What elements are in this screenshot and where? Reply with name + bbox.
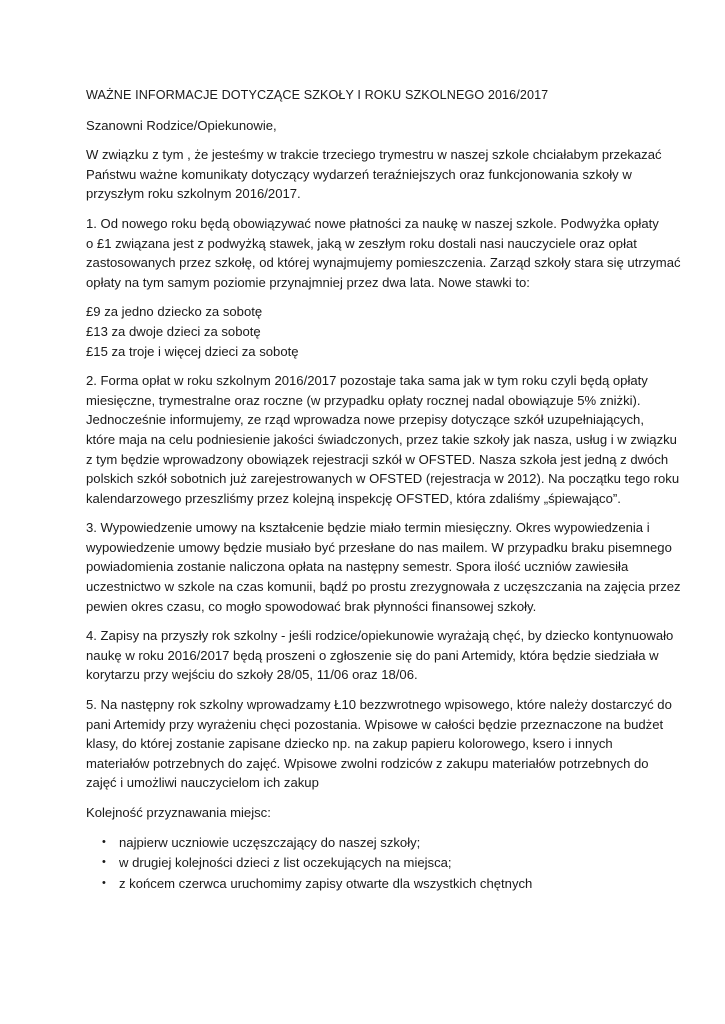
intro-paragraph (86, 145, 662, 204)
list-item-text: najpierw uczniowie uczęszczający do naszej szkoły; (119, 834, 421, 850)
fee-list (86, 302, 646, 361)
point-5-paragraph (86, 695, 672, 793)
text-line: Państwu ważne komunikaty dotyczący wydarzeń teraźniejszych oraz funkcjonowania szkoły w (86, 166, 632, 182)
text-line: W związku z tym , że jesteśmy w trakcie trzeciego trymestru w naszej szkole chciałabym przekazać (86, 147, 662, 163)
text-line: zajęć i umożliwi nauczycielom ich zakup (86, 775, 319, 791)
list-item-text: w drugiej kolejności dzieci z list oczekujących na miejsca; (119, 855, 452, 871)
list-item (86, 874, 646, 894)
text-line: polskich szkół sobotnich już zarejestrowanych w OFSTED (rejestracja w 2012). Na początku tego roku (86, 471, 680, 487)
text-line: 3. Wypowiedzenie umowy na kształcenie będzie miało termin miesięczny. Okres wypowiedzenia i (86, 520, 650, 536)
text-line: kalendarzowego przeszliśmy przez kolejną inspekcję OFSTED, która zdaliśmy „śpiewająco”. (86, 490, 621, 506)
text-line: które maja na celu podniesienie jakości świadczonych, przez takie szkoły jak nasza, usług i w związku (86, 431, 677, 447)
text-line: wypowiedzenie umowy będzie musiało być przesłane do nas mailem. W przypadku braku pisemnego (86, 539, 672, 555)
point-4-paragraph (86, 626, 674, 685)
text-line: miesięczne, trymestralne oraz roczne (w przypadku opłaty rocznej nadal obowiązuje 5% zniżki). (86, 392, 641, 408)
bullet-icon: • (102, 856, 106, 869)
order-heading: Kolejność przyznawania miejsc: (86, 805, 271, 820)
text-line: korytarzu przy wejściu do szkoły 28/05, 11/06 oraz 18/06. (86, 667, 418, 683)
text-line: pani Artemidy przy wyrażeniu chęci pozostania. Wpisowe w całości będzie przeznaczone na budżet (86, 716, 664, 732)
list-item (86, 853, 646, 873)
text-line: o £1 związana jest z podwyżką stawek, jaką w zeszłym roku dostali nasi nauczyciele oraz opłat (86, 235, 637, 251)
text-line: uczestnictwo w szkole na czas komunii, bądź po prostu zrezygnowała z uczęszczania na zajęcia przez (86, 579, 681, 595)
text-line: powiadomienia zostanie naliczona opłata na następny semestr. Spora ilość uczniów zawiesiła (86, 559, 629, 575)
list-item (86, 833, 646, 853)
point-1-paragraph (86, 214, 681, 292)
text-line: 2. Forma opłat w roku szkolnym 2016/2017 pozostaje taka sama jak w tym roku czyli będą opłaty (86, 373, 648, 389)
text-line: klasy, do której zostanie zapisane dziecko np. na zakup papieru kolorowego, ksero i innych (86, 736, 613, 752)
text-line: 5. Na następny rok szkolny wprowadzamy Ł10 bezzwrotnego wpisowego, które należy dostarczyć do (86, 697, 672, 713)
fee-item: £15 za troje i więcej dzieci za sobotę (86, 343, 299, 359)
document-page (86, 86, 681, 894)
bullet-icon: • (102, 876, 106, 889)
text-line: przyszłym roku szkolnym 2016/2017. (86, 186, 301, 202)
text-line: pewien okres czasu, co mogło spowodować brak płynności finansowej szkoły. (86, 598, 537, 614)
text-line: 1. Od nowego roku będą obowiązywać nowe płatności za naukę w naszej szkole. Podwyżka opłaty (86, 215, 659, 231)
text-line: zastosowanych przez szkołę, od której wynajmujemy pomieszczenia. Zarząd szkoły stara się utrzymać (86, 255, 681, 271)
salutation: Szanowni Rodzice/Opiekunowie, (86, 117, 277, 133)
text-line: naukę w roku 2016/2017 będą proszeni o zgłoszenie się do pani Artemidy, która będzie siedziała w (86, 647, 659, 663)
text-line: 4. Zapisy na przyszły rok szkolny - jeśli rodzice/opiekunowie wyrażają chęć, by dziecko kontynuowało (86, 628, 674, 644)
point-2-paragraph (86, 371, 680, 508)
document-title: WAŻNE INFORMACJE DOTYCZĄCE SZKOŁY I ROKU SZKOLNEGO 2016/2017 (86, 88, 549, 102)
text-line: z tym będzie wprowadzony obowiązek rejestracji szkół w OFSTED. Nasza szkoła jest jedną z dwóch (86, 451, 669, 467)
text-line: materiałów potrzebnych do zajęć. Wpisowe zwolni rodziców z zakupu materiałów potrzebnych do (86, 755, 649, 771)
order-list (86, 833, 646, 894)
text-line: Jednocześnie informujemy, ze rząd wprowadza nowe przepisy dotyczące szkół uzupełniających, (86, 412, 644, 428)
list-item-text: z końcem czerwca uruchomimy zapisy otwarte dla wszystkich chętnych (119, 875, 533, 891)
point-3-paragraph (86, 518, 681, 616)
text-line: opłaty na tym samym poziomie przynajmniej przez dwa lata. Nowe stawki to: (86, 274, 530, 290)
fee-item: £9 za jedno dziecko za sobotę (86, 304, 263, 320)
bullet-icon: • (102, 835, 106, 848)
fee-item: £13 za dwoje dzieci za sobotę (86, 323, 261, 339)
